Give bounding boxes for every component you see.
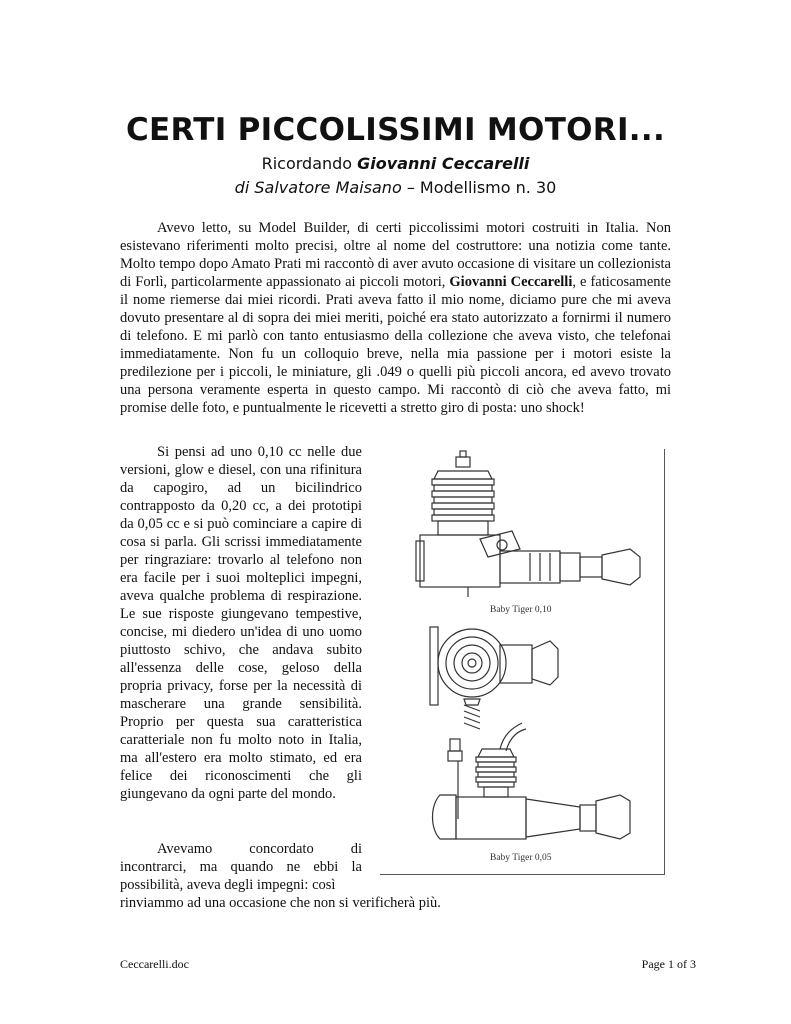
- engine-0-10-front-view: [430, 627, 558, 729]
- paragraph-1-name: Giovanni Ceccarelli: [449, 274, 573, 290]
- engine-drawings-figure: [380, 449, 665, 875]
- footer-page-number: Page 1 of 3: [641, 957, 696, 971]
- paragraph-3-last-line: rinviammo ad una occasione che non si verificherà più.: [120, 895, 441, 911]
- byline: [0, 178, 791, 197]
- caption-baby-tiger-0-10: Baby Tiger 0,10: [490, 605, 552, 615]
- subtitle: [0, 154, 791, 173]
- subtitle-name: Giovanni Ceccarelli: [357, 154, 530, 173]
- paragraph-1-start: Avevo letto, su Model Builder, di certi piccolissimi motori costruiti in Italia. Non esistevano riferimenti molto precisi, oltre al nome del costruttore: una notizia come tante. Molto tempo dopo Amato Prati mi raccontò di aver avuto occasione di visitare un collezionista di Forlì, particolarmente appassionato ai piccoli motori,: [120, 220, 671, 290]
- paragraph-2: Si pensi ad uno 0,10 cc nelle due versioni, glow e diesel, con una rifinitura da capogiro, ad un bicilindrico contrapposto da 0,20 cc, a dei prototipi da 0,05 cc e si può cominciare a capire di cosa si parla. Gli scrissi immediatamente per ringraziare: trovarlo al telefono non era facile per i suoi molteplici impegni, aveva qualche problema di respirazione. Le sue risposte giungevano tempestive, concise, mi diedero un'idea di uno uomo piuttosto schivo, che andava subito all'essenza delle cose, geloso della propria privacy, forse per la necessità di mascherare una grande sensibilità. Proprio per questa sua caratteristica caratteriale non fu molto noto in Italia, ma all'estero era molto stimato, ed era felice dei riconoscimenti che gli giungevano da ogni parte del mondo.: [120, 444, 362, 802]
- engine-0-05-side-view: [433, 723, 631, 839]
- caption-baby-tiger-0-05: Baby Tiger 0,05: [490, 853, 552, 863]
- paragraph-1-end: , e faticosamente il nome riemerse dai miei ricordi. Prati aveva fatto il mio nome, diciamo pure che mi aveva dovuto presentare al di sopra dei miei meriti, poiché era stato autorizzato a fornirmi il numero di telefono. E mi parlò con tanto entusiasmo della collezione che aveva visto, che telefonai immediatamente. Non fu un colloquio breve, nella mia passione per i motori esiste la predilezione per i piccoli, le miniature, gli .049 o quelli più piccoli ancora, ed avevo trovato una persona veramente esperta in questo campo. Mi raccontò di ciò che aveva fatto, mi promise delle foto, e puntualmente le ricevetti a stretto giro di posta: uno shock!: [120, 274, 671, 416]
- paragraph-1: [120, 219, 671, 417]
- page-title: CERTI PICCOLISSIMI MOTORI...: [125, 112, 666, 148]
- footer-filename: Ceccarelli.doc: [120, 957, 189, 971]
- paragraph-3: Avevamo concordato di incontrarci, ma quando ne ebbi la possibilità, aveva degli impegni: così: [120, 841, 362, 893]
- subtitle-prefix: Ricordando: [261, 154, 358, 173]
- engine-0-10-side-view: [416, 451, 640, 597]
- byline-source: – Modellismo n. 30: [401, 178, 557, 197]
- byline-author: di Salvatore Maisano: [234, 178, 402, 197]
- engine-drawings: [380, 449, 664, 874]
